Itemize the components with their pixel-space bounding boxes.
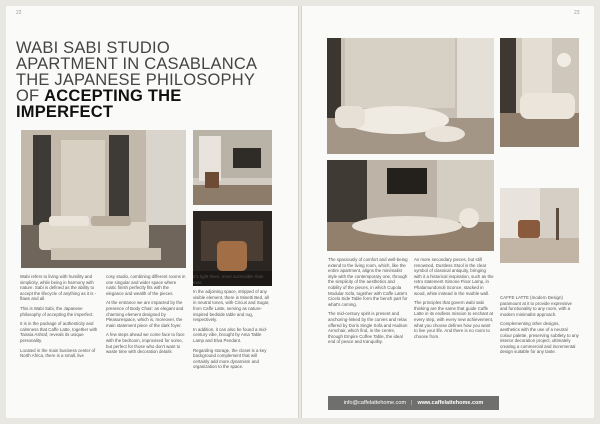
left-col3-paragraph: Regarding storage, the closet is a key background complement that will certainly add more dynamism and organization to the space. <box>193 347 267 370</box>
right-col2-paragraph: The principles that govern wabi sabi thinking are the same that guide Caffe Latte in its endless mission to enchant at every step, with every new achievement, what you choose defines how you want to live your life. And there is no room to choose from. <box>414 300 494 339</box>
left-col3-paragraph: In the adjoining space, stripped of any visible element, there is Minetti Bed, all in neutral tones, with Circus and Sugar, from Caffe Latte, serving as nature-inspired bedside table and rug, respectively. <box>193 289 270 323</box>
footer-email-link[interactable]: info@caffelattehome.com <box>343 400 407 406</box>
caption-paragraph: Complementing other designs, aesthetics with the use of a neutral colour palette, preserving subtlety to any interior decoration project, ultimately creating a commercial and incremental design suitable for any taste. <box>500 321 579 355</box>
right-page-number: 23 <box>574 10 580 16</box>
bedroom-photo <box>21 130 186 268</box>
headline-line-3: THE JAPANESE PHILOSOPHY <box>16 71 256 89</box>
headline-line-4-prefix: OF <box>16 87 45 105</box>
footer-separator: | <box>411 400 413 406</box>
footer-bar <box>328 396 499 410</box>
headline-line-4-bold: ACCEPTING THE <box>44 87 182 105</box>
right-col2-paragraph: As more secondary pieces, but still renowned, Dustless Stool is the clear symbol of classical antiquity, bringing with it a historical inspiration, such as the retro statement Simone Floor Lamp, in Phalamundonoli Sconce, stacked in wood, white instead in the marble wall. <box>414 257 494 296</box>
left-col2-paragraph: cosy studio, combining different rooms in one singular and wider space where rustic finish perfectly fits with the elegance and wealth of the pieces. <box>106 274 186 296</box>
right-text-column-1 <box>328 257 408 349</box>
armchair-photo <box>500 188 579 263</box>
headline-line-2: APARTMENT IN CASABLANCA <box>16 55 258 73</box>
left-col2-paragraph: At the entrance we are impacted by the presence of Body Chair: an elegant and charming element designed by Pleasurespace, which is, moreover, the main statement piece of the dark foyer. <box>106 300 184 328</box>
right-caption-column <box>500 295 580 359</box>
left-col3-paragraph: It's right there, more accessible than ever. <box>193 274 264 285</box>
left-text-column-1 <box>20 274 98 363</box>
caption-paragraph: CAFFE LATTE (modern Design) paramount at it to provide expressive and functionality to any room, with a modern minimalist approach. <box>500 295 572 317</box>
left-col3-paragraph: In addition, it can also be found a mid-century vibe, brought by Ama Table Lamp and Elva Pendant. <box>193 326 268 343</box>
left-col1-paragraph: This is Wabi Sabi, the Japanese philosophy of accepting the imperfect. <box>20 305 94 317</box>
right-text-column-2 <box>414 257 494 343</box>
right-col1-paragraph: The spaciously of comfort and well-being extend to the living room, which, like the entire apartment, aligns the minimalist style with the contemporary one, through the simplicity of the aesthetics and nobility of the pieces, in which Cupola Modular Sofa, together with Caffe Latte's Cicelo Side Table form the bench part for what's coming. <box>328 257 408 307</box>
left-page-number: 22 <box>16 10 22 16</box>
headline-line-5-bold: IMPERFECT <box>16 103 114 121</box>
left-col2-paragraph: A few steps ahead we come face to face with the bedroom, improvised for some, but perfect for those who don't want to waste time with decoration details <box>106 332 185 355</box>
left-text-column-3 <box>193 274 273 374</box>
living-room-tv-photo <box>327 160 494 251</box>
footer-website-link[interactable]: www.caffelattehome.com <box>417 400 484 406</box>
left-col1-paragraph: Located in the main business center of North Africa, there is a small, live <box>20 347 96 359</box>
left-text-column-2 <box>106 274 186 359</box>
living-room-photo <box>327 38 494 154</box>
sofa-detail-photo <box>500 38 579 147</box>
headline <box>16 40 286 120</box>
foyer-photo <box>193 130 272 205</box>
right-col1-paragraph: The mid-century spirit is present and anchoring-linked by the curves and relax offered by Doris Single Sofa and Hudson Armchair, which find, in the centre, through Empire Coffee Table, the ideal end of peace and tranquility. <box>328 311 408 345</box>
left-col1-paragraph: It is in the package of authenticity and calmness that Caffe Latte, together with Taissia Ashraf, reveals its unique personality. <box>20 321 98 343</box>
headline-line-1: WABI SABI STUDIO <box>16 39 170 57</box>
left-col1-paragraph: Wabi refers to living with humility and simplicity, while being in harmony with nature. Sabi is defined as the ability to accept the lifecycle of anything as it is - flaws and all. <box>20 274 97 302</box>
